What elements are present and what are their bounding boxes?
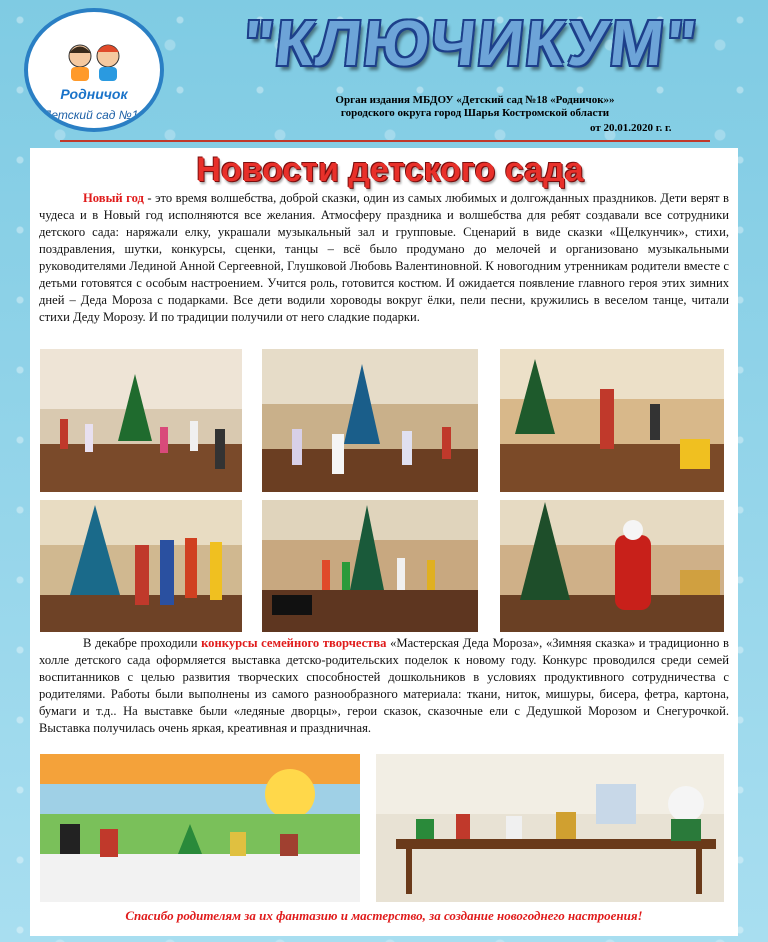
paragraph-family-contest	[39, 635, 729, 737]
photo-santa-claus	[500, 500, 724, 632]
article-page	[30, 148, 738, 936]
publisher-info	[250, 94, 700, 120]
photo-exhibition-2	[376, 754, 724, 902]
photo-exhibition-1	[40, 754, 360, 902]
paragraph-new-year-body: - это время волшебства, доброй сказки, один из самых любимых и долгожданных праздников. Дети верят в чудеса и в Новый год исполняются все желания. Атмосферу праздника и волшебства для ребят создавали все сотрудники детского сада: наряжали елку, украшали музыкальный зал и групповые. Сценарий в виде сказки «Щелкунчик», стихи, поздравления, шутки, конкурсы, сценки, танцы – всё было продумано до мелочей и организовано музыкальными руководителями Лединой Анной Сергеевной, Глушковой Любовь Валентиновной. К новогодним утренникам родители вместе с детьми готовятся с особым настроением. Учится роль, готовится костюм. И ожидается появление главного героя этих зимних дней – Деда Мороза с подарками. Все дети водили хороводы вокруг ёлки, пели песни, кружились в веселом танце, читали стихи Деду Морозу. И по традиции получили от него сладкие подарки.	[39, 191, 730, 324]
children-icon	[62, 40, 126, 84]
paragraph-new-year	[39, 190, 729, 326]
newspaper-title: "КЛЮЧИКУМ"	[239, 7, 702, 79]
photo-party-hall-1	[40, 349, 242, 492]
thanks-caption: Спасибо родителям за их фантазию и мастерство, за создание новогоднего настроения!	[125, 908, 643, 923]
publisher-line-1: Орган издания МБДОУ «Детский сад №18 «Родничок»»	[335, 94, 615, 106]
issue-date: от 20.01.2020 г. г.	[590, 122, 672, 134]
paragraph-family-contest-body: «Мастерская Деда Мороза», «Зимняя сказка» и традиционно в холле детского сада оформляется выставка детско-родительских поделок к новому году. Конкурс проводился среди семей воспитанников с целью развития творческих способностей дошкольников в условиях продуктивного сотрудничества с родителями. Работы были выполнены из самого разнообразного материала: ткани, ниток, мишуры, бисера, фетра, картона, бумаги и т.д.. На выставке были «ледяные дворцы», герои сказок, сказочные ели с Дедушкой Морозом и Снегурочкой. Выставка получилась очень яркая, креативная и праздничная.	[39, 636, 729, 735]
photo-party-hall-3	[500, 349, 724, 492]
photo-party-hall-4	[40, 500, 242, 632]
header-divider	[60, 140, 710, 142]
highlight-family-contest: конкурсы семейного творчества	[201, 636, 387, 650]
photo-party-hall-5	[262, 500, 478, 632]
publisher-line-2: городского округа город Шарья Костромской области	[340, 107, 610, 119]
logo-brand: Родничок	[60, 86, 128, 102]
paragraph-family-contest-start: В декабре проходили	[83, 636, 202, 650]
logo-bottom-text: Детский сад №18	[42, 108, 146, 122]
kindergarten-logo	[24, 8, 164, 132]
article-headline: Новости детского сада	[196, 151, 584, 189]
photo-party-hall-2	[262, 349, 478, 492]
highlight-new-year: Новый год	[83, 191, 144, 205]
